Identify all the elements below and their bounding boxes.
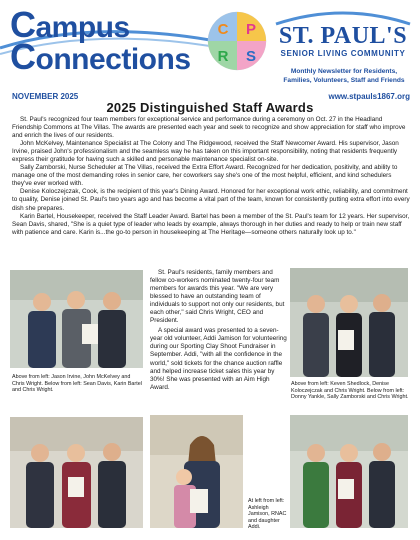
photo-donny-sally-chris bbox=[290, 415, 408, 528]
tagline-line-2: Families, Volunteers, Staff and Friends bbox=[283, 76, 405, 84]
article-paragraph: St. Paul's residents, family members and fellow co-workers nominated twenty-four team members for awards this year. "We are very blessed to have an outstanding team of individuals to support not only our residents, but each other," said Chris Wright, CEO and President. bbox=[150, 269, 285, 325]
article-paragraph: John McKelvey, Maintenance Specialist at The Colony and The Ridgewood, received the Staff Newcomer Award. His supervisor, Jason Irvine, praised John's professionalism and the seamless way he has taken on this important responsibility, noting that residents frequently express their gratitude for having such a skilled and personable maintenance specialist on-site. bbox=[12, 140, 399, 164]
photo-ashleigh-addi bbox=[150, 415, 243, 528]
article-headline: 2025 Distinguished Staff Awards bbox=[106, 100, 314, 115]
article-paragraph: A special award was presented to a seven-year old volunteer, Addi Jamison for volunteering during our Sporting Clay Shoot Fundraiser in September. Addi, "with all the confidence in the world," sold tickets for the chance auction raffle and helped increase ticket sales this year by 30%! She was presented with an Aim High Award. bbox=[150, 327, 287, 391]
article-paragraph: Sally Zamborski, Nurse Scheduler at The Villas, received the Extra Effort Award. Recognized for her dedication, positivity, and ability to manage one of the most demanding roles in senior care, her coworkers say she's one of the most helpful, efficient, and kind schedulers they've ever worked with. bbox=[12, 164, 398, 188]
masthead-line1-text: ampus bbox=[35, 11, 130, 44]
tagline-line-1: Monthly Newsletter for Residents, bbox=[290, 68, 398, 75]
caption-left-photos: Above from left: Jason Irvine, John McKelvey and Chris Wright. Below from left: Sean Davis, Karin Bartel and Chris Wright. bbox=[12, 374, 142, 394]
badge-letter-s: S bbox=[245, 48, 257, 65]
brand-subtitle: SENIOR LIVING COMMUNITY bbox=[280, 49, 406, 58]
article-paragraph: Denise Koloczejczak, Cook, is the recipient of this year's Dining Award. Honored for her exceptional work ethic, reliability, and commitment to quality, Denise joined St. Paul's two years ago and has become a vital part of the team, known for consistently putting extra effort into every dish she prepares. bbox=[12, 188, 410, 212]
badge-letter-p: P bbox=[245, 21, 257, 38]
cprs-badge bbox=[206, 10, 268, 72]
newsletter-tagline bbox=[272, 68, 416, 85]
masthead-line2-text: onnections bbox=[35, 43, 191, 76]
masthead-title-line2 bbox=[10, 36, 191, 78]
photo-sean-karin-chris bbox=[10, 417, 143, 528]
badge-letter-r: R bbox=[217, 48, 229, 65]
issue-date: NOVEMBER 2025 bbox=[12, 92, 79, 101]
article-paragraph: St. Paul's recognized four team members for exceptional service and performance during a ceremony on Oct. 27 in the Headland Friendship Commons at The Villas. The awards are presented each year and seek to recognize and show appreciation for staff who improve and enrich the lives of our residents. bbox=[12, 116, 406, 140]
caption-right-photos: Above from left: Keven Shedlock, Denise Koloczejczak and Chris Wright. Below from left: Donny Yankle, Sally Zamborski and Chris Wright. bbox=[291, 381, 409, 401]
article-body-mid bbox=[150, 269, 290, 392]
masthead-cap-letter: C bbox=[10, 4, 36, 45]
website-link[interactable]: www.stpauls1867.org bbox=[328, 92, 410, 101]
photo-jason-john-chris bbox=[10, 270, 143, 368]
article-body-top bbox=[12, 116, 410, 237]
photo-keven-denise-chris bbox=[290, 268, 408, 377]
masthead-cap-letter-2: C bbox=[10, 36, 36, 77]
article-paragraph: Karin Bartel, Housekeeper, received the Staff Leader Award. Bartel has been a member of the St. Paul's team for 12 years. Her supervisor, Sean Davis, shared, "She is a quiet type of leader who leads by example, always thorough in her duties and ready to help or train new staff with patience and care. Karin is...the go-to person in housekeeping at The Heritage—someone others naturally look up to." bbox=[12, 212, 410, 236]
badge-letter-c: C bbox=[217, 21, 229, 38]
brand-name: ST. PAUL'S bbox=[278, 23, 408, 49]
brand-logo bbox=[270, 8, 416, 58]
caption-center-photo: At left from left: Ashleigh Jamison, RNAC and daughter Addi. bbox=[248, 498, 287, 531]
